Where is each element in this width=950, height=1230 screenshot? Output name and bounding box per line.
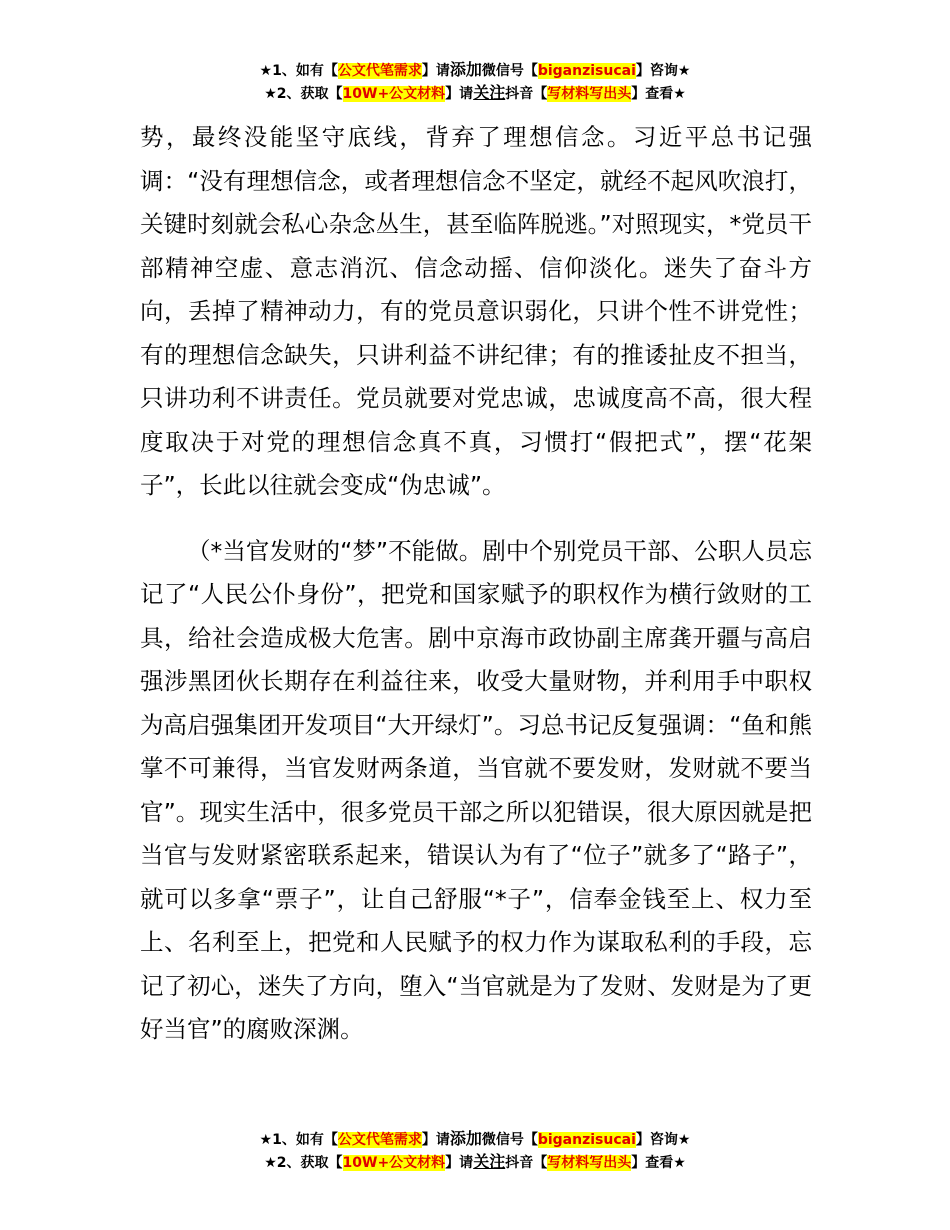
banner-text: 】请 — [421, 1132, 450, 1148]
bottom-banner — [0, 1128, 950, 1174]
wechat-id-highlight: biganzisucai — [537, 1132, 636, 1148]
emphasis-text: 关注 — [473, 1152, 506, 1171]
banner-line-1 — [0, 1128, 950, 1151]
banner-text: 微信号【 — [481, 1132, 538, 1148]
douyin-id-highlight: 写材料写出头 — [547, 1155, 632, 1171]
banner-text: 】咨询★ — [635, 1132, 691, 1148]
banner-text: ★1、如有【 — [259, 1132, 338, 1148]
banner-text: 抖音【 — [505, 86, 548, 102]
banner-text: ★1、如有【 — [259, 63, 338, 79]
banner-text: 】咨询★ — [635, 63, 691, 79]
emphasis-text: 添加 — [449, 60, 482, 79]
banner-text: 】请 — [445, 1155, 474, 1171]
highlight-text: 10W+公文材料 — [342, 86, 446, 102]
banner-text: 】请 — [445, 86, 474, 102]
wechat-id-highlight: biganzisucai — [537, 63, 636, 79]
highlight-text: 10W+公文材料 — [342, 1155, 446, 1171]
highlight-text: 公文代笔需求 — [337, 63, 422, 79]
banner-line-2 — [0, 82, 950, 105]
banner-text: 】请 — [421, 63, 450, 79]
banner-text: 抖音【 — [505, 1155, 548, 1171]
banner-text: 】查看★ — [631, 1155, 686, 1171]
banner-text: ★2、获取【 — [264, 86, 343, 102]
top-banner — [0, 59, 950, 105]
emphasis-text: 添加 — [449, 1129, 482, 1148]
paragraph-1: 势，最终没能坚守底线，背弃了理想信念。习近平总书记强调：“没有理想信念，或者理想信念不坚定，就经不起风吹浪打，关键时刻就会私心杂念丛生，甚至临阵脱逃。”对照现实，*党员干部精神空虚、意志消沉、信念动摇、信仰淡化。迷失了奋斗方向，丢掉了精神动力，有的党员意识弱化，只讲个性不讲党性；有的理想信念缺失，只讲利益不讲纪律；有的推诿扯皮不担当，只讲功利不讲责任。党员就要对党忠诚，忠诚度高不高，很大程度取决于对党的理想信念真不真，习惯打“假把式”，摆“花架子”，长此以往就会变成“伪忠诚”。 — [140, 123, 812, 499]
document-body — [140, 116, 812, 1052]
douyin-id-highlight: 写材料写出头 — [547, 86, 632, 102]
banner-line-2 — [0, 1151, 950, 1174]
emphasis-text: 关注 — [473, 83, 506, 102]
highlight-text: 公文代笔需求 — [337, 1132, 422, 1148]
banner-text: ★2、获取【 — [264, 1155, 343, 1171]
banner-line-1 — [0, 59, 950, 82]
banner-text: 微信号【 — [481, 63, 538, 79]
banner-text: 】查看★ — [631, 86, 686, 102]
paragraph-2: （*当官发财的“梦”不能做。剧中个别党员干部、公职人员忘记了“人民公仆身份”，把党和国家赋予的职权作为横行敛财的工具，给社会造成极大危害。剧中京海市政协副主席龚开疆与高启强涉黑团伙长期存在利益往来，收受大量财物，并利用手中职权为高启强集团开发项目“大开绿灯”。习总书记反复强调：“鱼和熊掌不可兼得，当官发财两条道，当官就不要发财，发财就不要当官”。现实生活中，很多党员干部之所以犯错误，很大原因就是把当官与发财紧密联系起来，错误认为有了“位子”就多了“路子”，就可以多拿“票子”，让自己舒服“*子”，信奉金钱至上、权力至上、名利至上，把党和人民赋予的权力作为谋取私利的手段，忘记了初心，迷失了方向，堕入“当官就是为了发财、发财是为了更好当官”的腐败深渊。 — [140, 536, 812, 1043]
